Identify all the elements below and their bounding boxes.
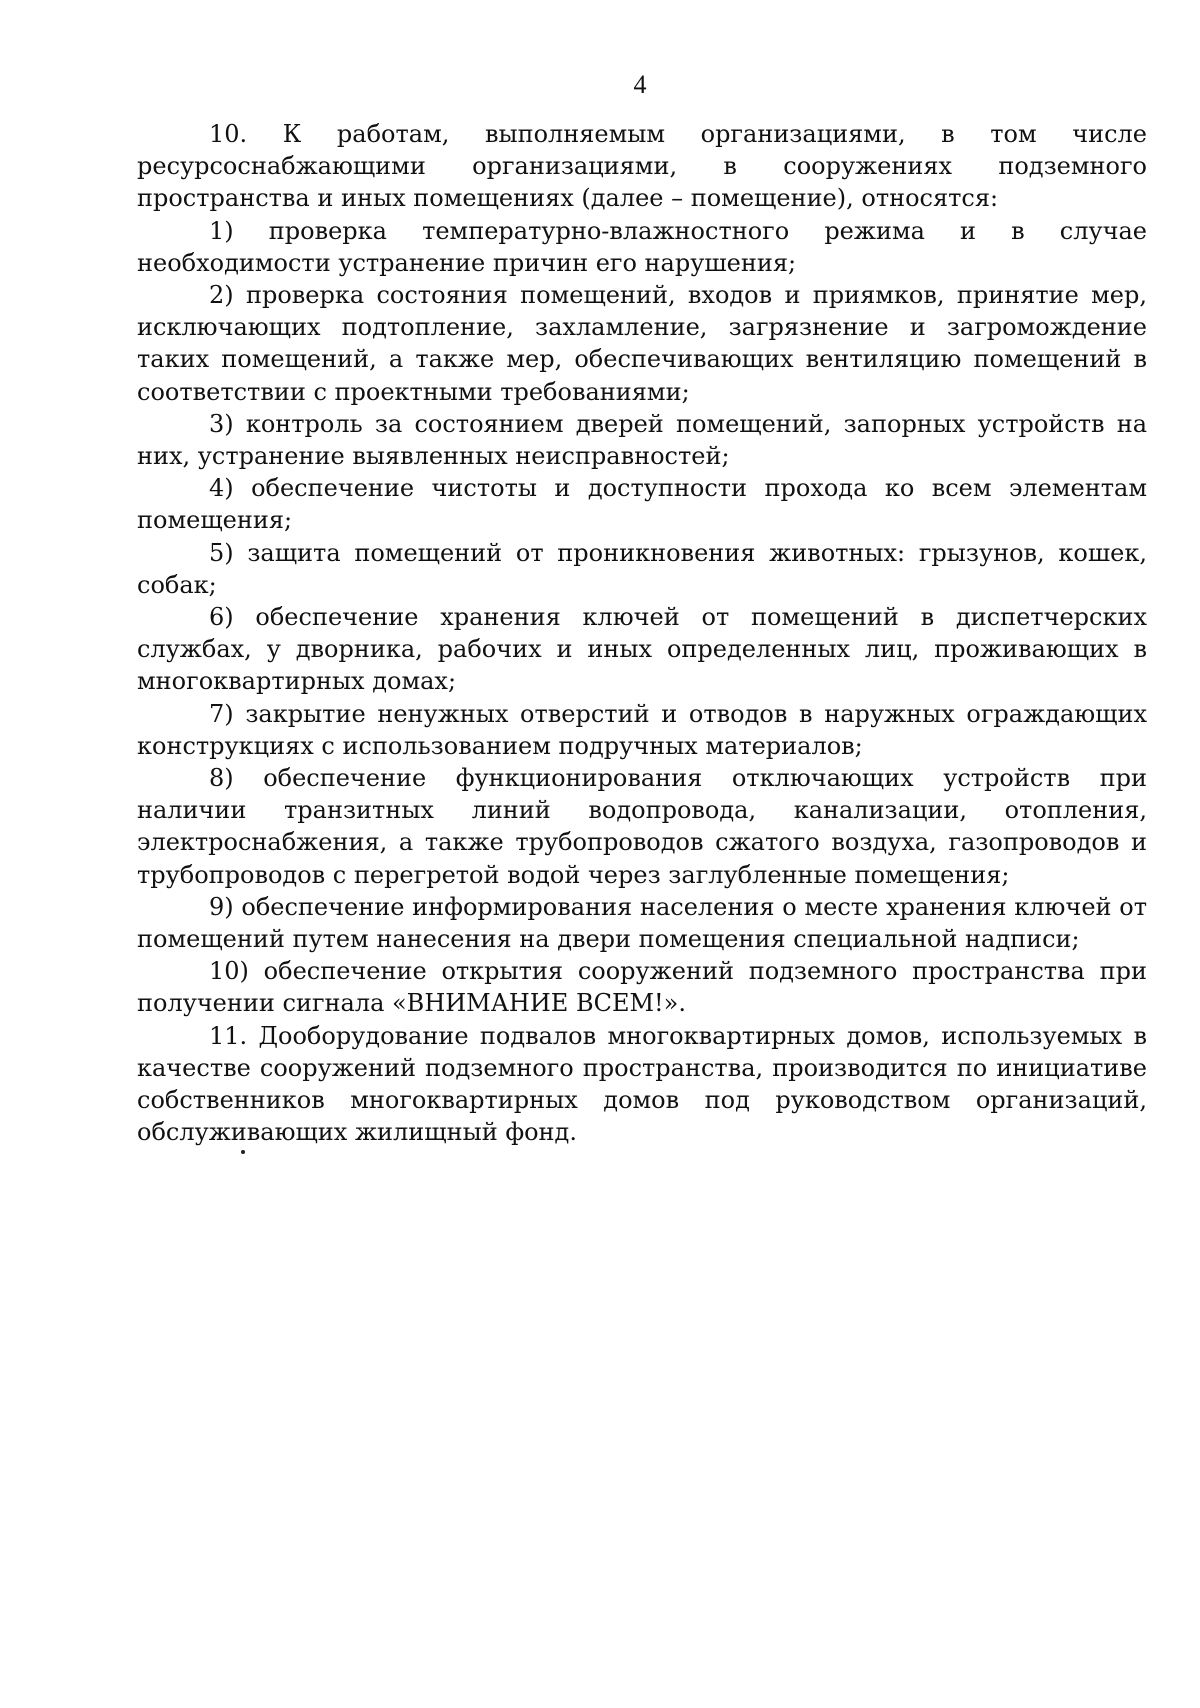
document-body [137,118,1147,1149]
list-item-5: 5) защита помещений от проникновения животных: грызунов, кошек, собак; [137,538,1147,599]
paragraph-10: 10. К работам, выполняемым организациями, в том числе ресурсоснабжающими организациями, в сооружениях подземного пространства и иных помещениях (далее – помещение), относятся: [137,120,1147,213]
list-item-4: 4) обеспечение чистоты и доступности прохода ко всем элементам помещения; [137,474,1147,535]
list-item-9: 9) обеспечение информирования населения о месте хранения ключей от помещений путем нанесения на двери помещения специальной надписи; [137,892,1147,954]
list-item-2: 2) проверка состояния помещений, входов и приямков, принятие мер, исключающих подтопление, захламление, загрязнение и загромождение таких помещений, а также мер, обеспечивающих вентиляцию помещений в соответствии с проектными требованиями; [137,281,1147,406]
list-item-10: 10) обеспечение открытия сооружений подземного пространства при получении сигнала «ВНИМАНИЕ ВСЕМ!». [137,957,1147,1018]
list-item-7: 7) закрытие ненужных отверстий и отводов в наружных ограждающих конструкциях с использованием подручных материалов; [137,699,1147,760]
list-item-8: 8) обеспечение функционирования отключающих устройств при наличии транзитных линий водопровода, канализации, отопления, электроснабжения, а также трубопроводов сжатого воздуха, газопроводов и трубопроводов с перегретой водой через заглубленные помещения; [137,764,1147,889]
list-item-1: 1) проверка температурно-влажностного режима и в случае необходимости устранение причин его нарушения; [137,216,1147,277]
scan-artifact-dot [241,1150,245,1154]
list-item-3: 3) контроль за состоянием дверей помещений, запорных устройств на них, устранение выявленных неисправностей; [137,409,1147,471]
paragraph-11: 11. Дооборудование подвалов многоквартирных домов, используемых в качестве сооружений подземного пространства, производится по инициативе собственников многоквартирных домов под руководством организаций, обслуживающих жилищный фонд. [137,1021,1147,1147]
list-item-6: 6) обеспечение хранения ключей от помещений в диспетчерских службах, у дворника, рабочих и иных определенных лиц, проживающих в многоквартирных домах; [137,603,1147,696]
page-number: 4 [633,70,647,99]
